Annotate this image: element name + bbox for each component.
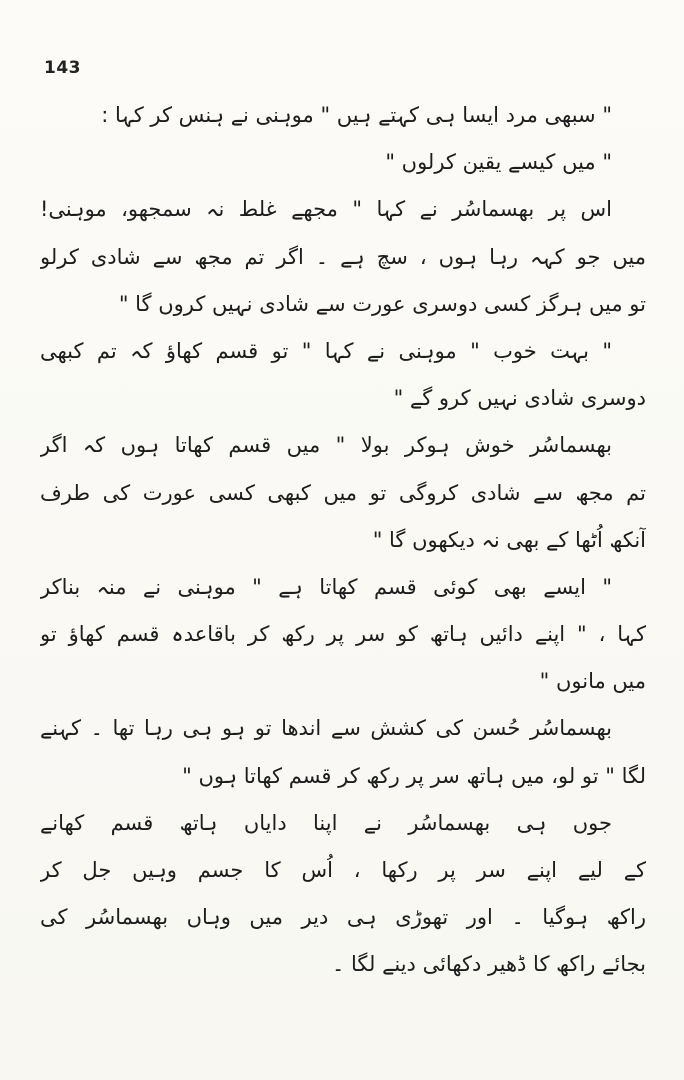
text-line: راکھ ہوگیا ۔ اور تھوڑی ہی دیر میں وہاں بھسماسُر کی (40, 905, 646, 930)
text-line: " میں کیسے یقین کرلوں " (385, 150, 612, 175)
text-line: " ایسے بھی کوئی قسم کھاتا ہے " موہنی نے منہ بناکر (40, 574, 612, 599)
text-line: کہا ، " اپنے دائیں ہاتھ کو سر پر رکھ کر باقاعدہ قسم کھاؤ تو (40, 622, 646, 647)
text-line: اس پر بھسماسُر نے کہا " مجھے غلط نہ سمجھو، موہنی! (40, 197, 612, 222)
text-line: بھسماسُر خوش ہوکر بولا " میں قسم کھاتا ہوں کہ اگر (40, 433, 612, 458)
text-line: بجائے راکھ کا ڈھیر دکھائی دینے لگا ۔ (332, 952, 646, 977)
text-line: بھسماسُر حُسن کی کشش سے اندھا تو ہو ہی رہا تھا ۔ کہنے (40, 716, 612, 741)
text-line: میں جو کہہ رہا ہوں ، سچ ہے ۔ اگر تم مجھ سے شادی کرلو (40, 244, 646, 269)
text-line: لگا " تو لو، میں ہاتھ سر پر رکھ کر قسم کھاتا ہوں " (182, 763, 646, 788)
page-number: 143 (44, 58, 81, 78)
text-line: آنکھ اُٹھا کے بھی نہ دیکھوں گا " (372, 527, 646, 552)
text-line: " بہت خوب " موہنی نے کہا " تو قسم کھاؤ کہ تم کبھی (40, 338, 612, 363)
text-line: دوسری شادی نہیں کرو گے " (393, 386, 646, 411)
text-line: کے لیے اپنے سر پر رکھا ، اُس کا جسم وہیں جل کر (40, 858, 646, 882)
text-line: " سبھی مرد ایسا ہی کہتے ہیں " موہنی نے ہنس کر کہا : (101, 103, 612, 127)
urdu-text-block (40, 92, 646, 989)
text-line: تم مجھ سے شادی کروگی تو میں کبھی کسی عورت کی طرف (40, 480, 646, 505)
text-line: میں مانوں " (539, 669, 646, 694)
text-line: تو میں ہرگز کسی دوسری عورت سے شادی نہیں کروں گا " (118, 291, 646, 316)
text-line: جوں ہی بھسماسُر نے اپنا دایاں ہاتھ قسم کھانے (40, 810, 612, 835)
